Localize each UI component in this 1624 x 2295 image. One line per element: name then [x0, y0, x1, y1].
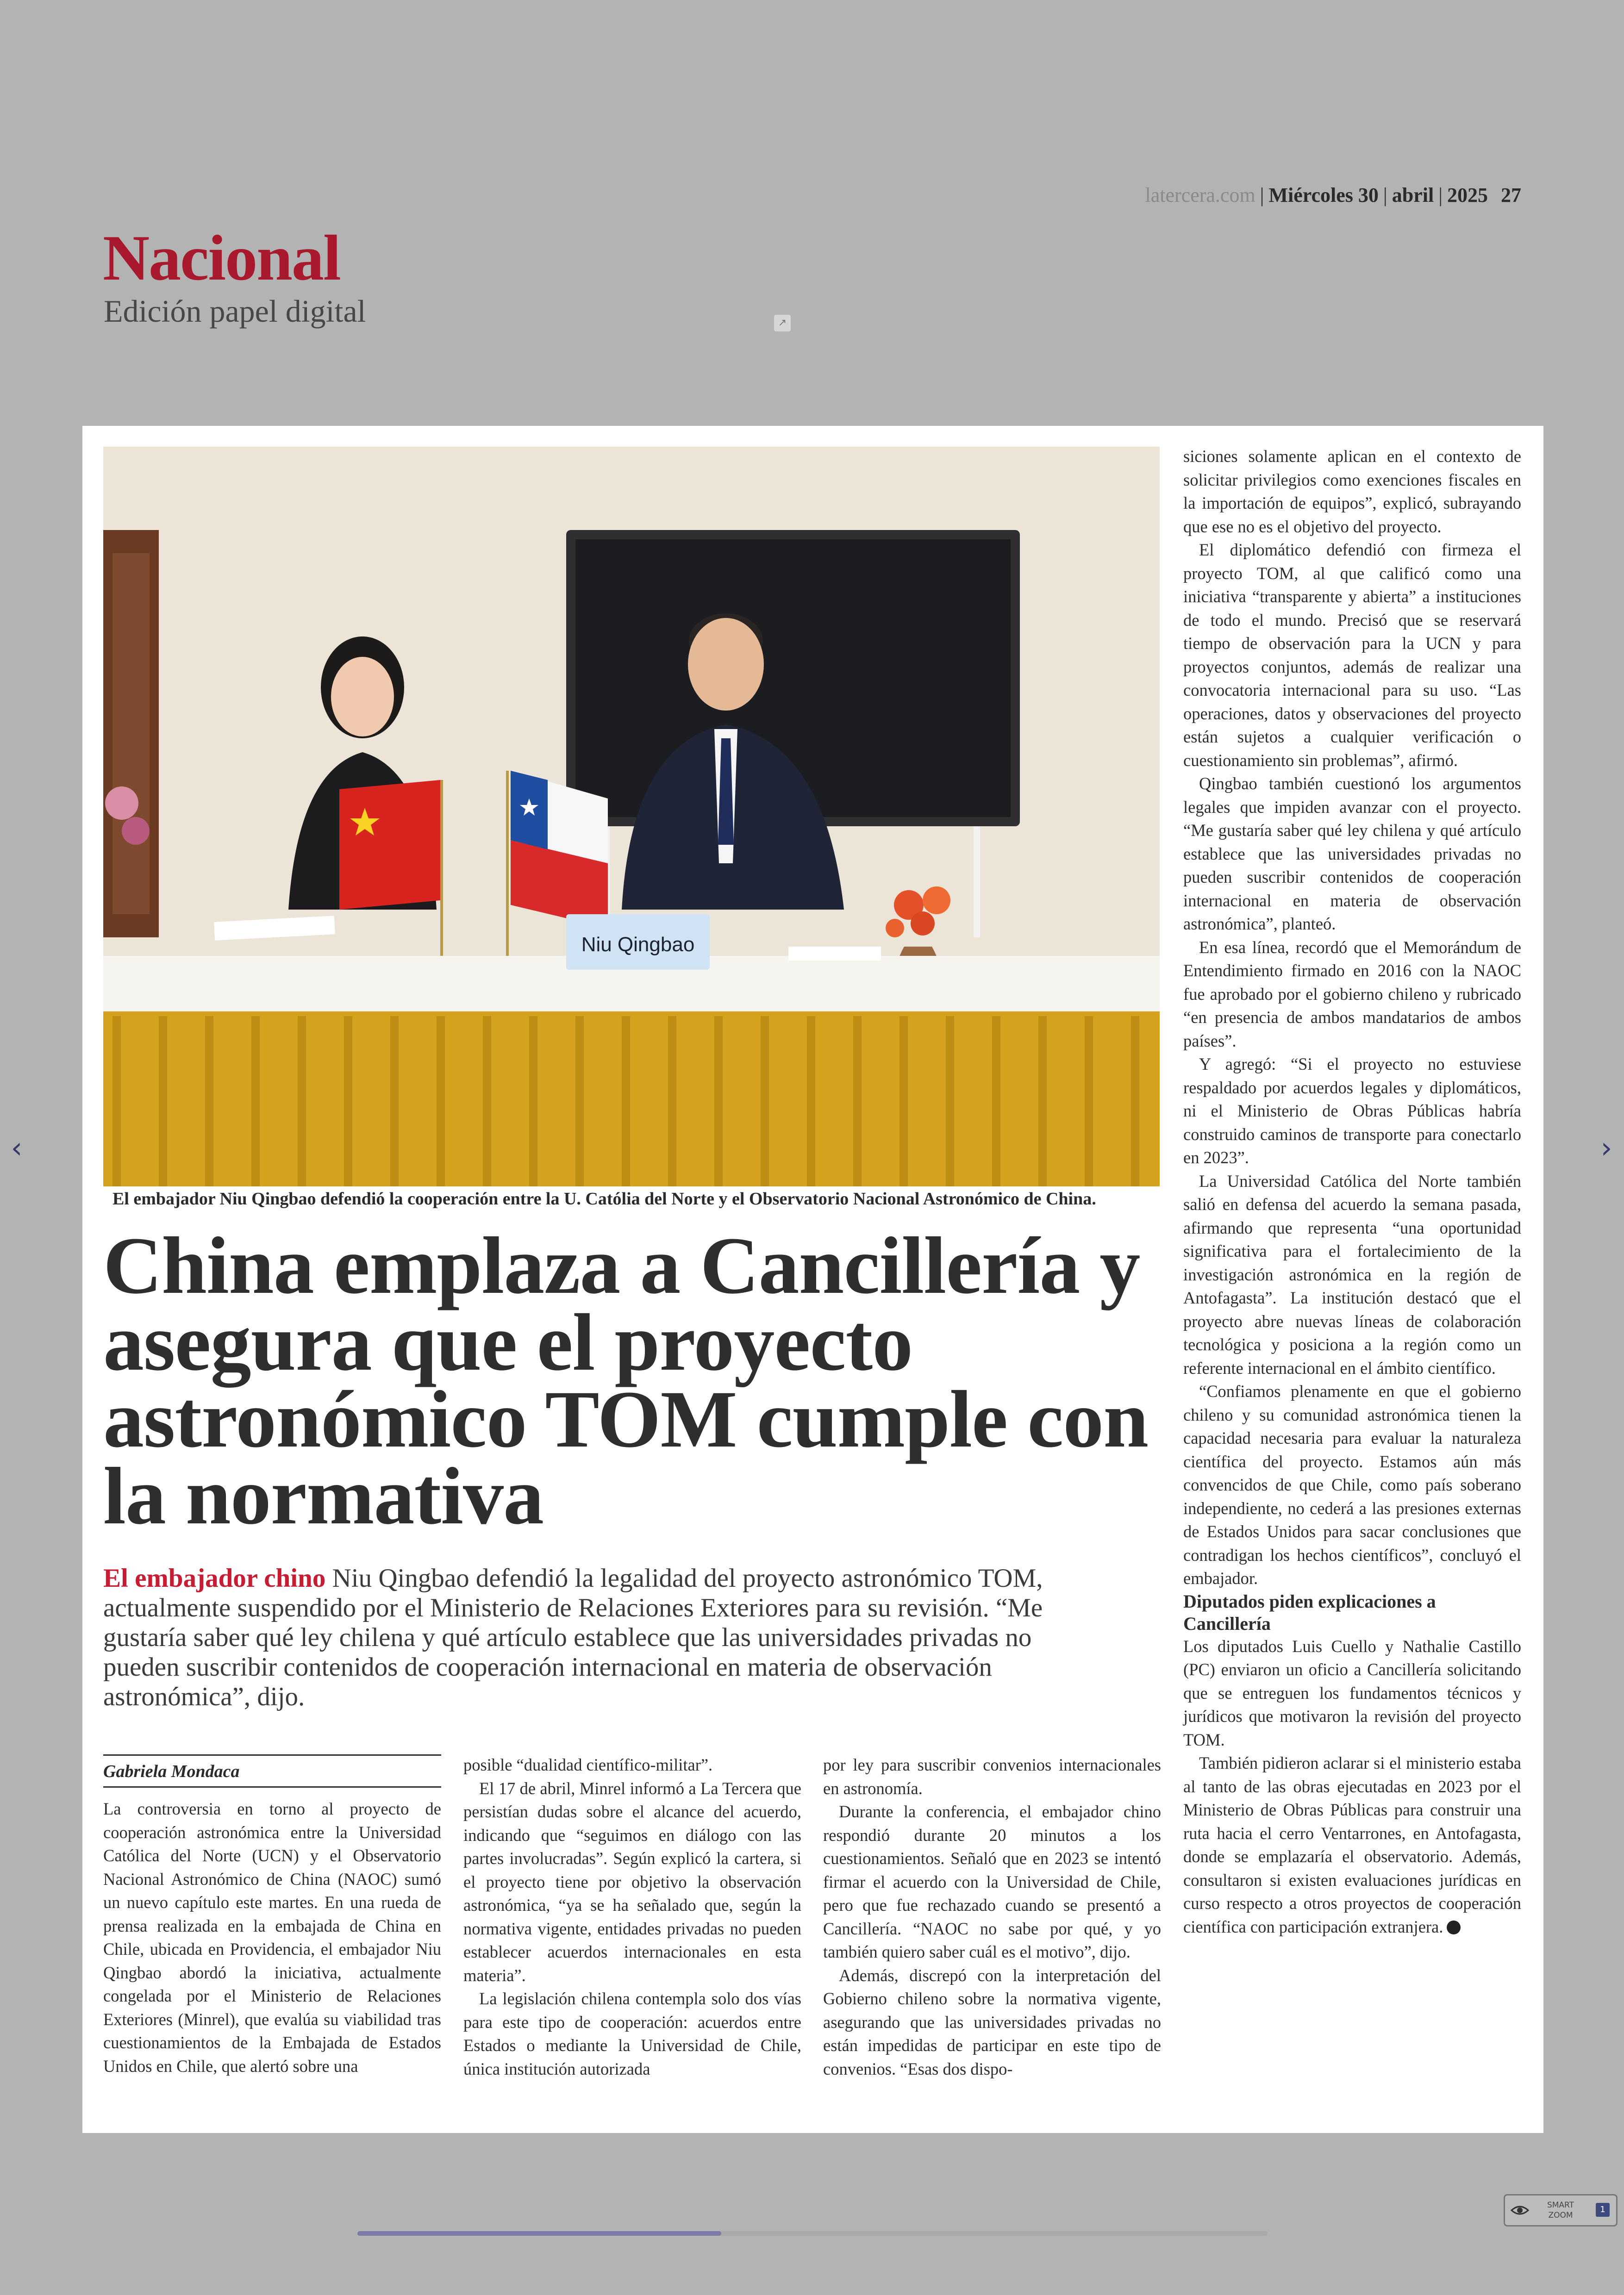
page-number: 27 — [1501, 184, 1521, 206]
newspaper-page — [82, 426, 1543, 2133]
article-column-3 — [823, 1753, 1161, 2081]
article-column-4 — [1183, 445, 1521, 1939]
page-progress-bar[interactable] — [357, 2231, 1268, 2236]
page-progress-fill — [357, 2231, 721, 2236]
byline: Gabriela Mondaca — [103, 1754, 441, 1788]
next-page-icon[interactable]: › — [1600, 1131, 1612, 1165]
section-title: Nacional — [103, 222, 340, 294]
article-subhead: Diputados piden explicaciones a Cancillería — [1183, 1590, 1436, 1634]
paragraph: Además, discrepó con la interpretación del Gobierno chileno sobre la normativa vigente, asegurando que las universidades privadas no están impedidas de participar en este tipo de convenios. “Esas dos dispo- — [823, 1965, 1161, 2078]
paragraph: siciones solamente aplican en el contexto de solicitar privilegios como exenciones fiscales en la importación de equipos”, explicó, subrayando que ese no es el objetivo del proyecto. — [1183, 447, 1521, 536]
name-plate-text: Niu Qingbao — [581, 933, 695, 956]
paragraph: La Universidad Católica del Norte también salió en defensa del acuerdo la semana pasada, afirmando que representa “una oportunidad significativa para el fortalecimiento de la investigación astronómica en la región de Antofagasta”. La institución destacó que el proyecto abre nuevas líneas de colaboración tecnológica y posiciona a la región como un referente internacional en el ámbito científico. — [1183, 1171, 1521, 1378]
press-conference-photo — [103, 447, 1160, 1186]
paragraph: “Confiamos plenamente en que el gobierno chileno y su comunidad astronómica tienen la capacidad necesaria para evaluar la naturaleza científica del proyecto. Estamos aún más convencidos de que Chile, como país soberano independiente, no cederá a las presiones externas de Estados Unidos para sacar conclusiones que contradigan los hechos científicos”, concluyó el embajador. — [1183, 1382, 1521, 1588]
photo-caption: El embajador Niu Qingbao defendió la cooperación entre la U. Católia del Norte y el Observatorio Nacional Astronómico de China. — [112, 1189, 1096, 1209]
page-masthead — [0, 0, 1624, 417]
smart-zoom-button[interactable] — [1504, 2194, 1618, 2226]
article-photo — [103, 447, 1160, 1186]
article-headline: China emplaza a Cancillería y asegura que el proyecto astronómico TOM cumple con la normativa — [103, 1221, 1149, 1541]
paragraph: En esa línea, recordó que el Memorándum de Entendimiento firmado en 2016 con la NAOC fue aprobado por el gobierno chileno y rubricado “en presencia de ambos mandatarios de ambos países”. — [1183, 937, 1521, 1050]
paragraph: El 17 de abril, Minrel informó a La Tercera que persistían dudas sobre el alcance del acuerdo, indicando que “seguimos en diálogo con las partes involucradas”. Según explicó la cartera, si el proyecto tiene por objetivo la observación astronómica, “ya se ha señalado que, según la normativa vigente, entidades privadas no pueden establecer acuerdos internacionales en esta materia”. — [463, 1778, 801, 1985]
smart-zoom-badge: 1 — [1596, 2203, 1610, 2217]
issue-year: 2025 — [1447, 184, 1488, 206]
lead-kicker: El embajador chino — [103, 1564, 326, 1593]
site-name: latercera.com — [1145, 184, 1255, 206]
page-anchor-icon[interactable]: ↗ — [774, 315, 791, 331]
lead-text: Niu Qingbao defendió la legalidad del proyecto astronómico TOM, actualmente suspendido por el Ministerio de Relaciones Exteriores para su revisión. “Me gustaría saber qué ley chilena y qué artículo establece que las universidades privadas no pueden suscribir contenidos de cooperación internacional en materia de observación astronómica”, dijo. — [103, 1564, 1043, 1711]
previous-page-icon[interactable]: ‹ — [11, 1131, 23, 1165]
paragraph — [1183, 1752, 1521, 1939]
paragraph: Durante la conferencia, el embajador chino respondió durante 20 minutos a los cuestionamientos. Señaló que en 2023 se intentó firmar el acuerdo con la Universidad de Chile, pero que fue rechazado cuando se presentó a Cancillería. “NAOC no sabe por qué, y yo también quiero saber cuál es el motivo”, dijo. — [823, 1802, 1161, 1961]
paragraph: Qingbao también cuestionó los argumentos legales que impiden avanzar con el proyecto. “Me gustaría saber qué ley chilena y qué artículo establece que las universidades privadas no pueden suscribir contenidos de cooperación internacional en materia de observación astronómica”, planteó. — [1183, 774, 1521, 933]
eye-icon — [1510, 2200, 1530, 2220]
paragraph: La legislación chilena contempla solo dos vías para este tipo de cooperación: acuerdos entre Estados o mediante la Universidad de Chile, única institución autorizada — [463, 1989, 801, 2078]
paragraph: La controversia en torno al proyecto de cooperación astronómica entre la Universidad Católica del Norte (UCN) y el Observatorio Nacional Astronómico de China (NAOC) sumó un nuevo capítulo este martes. En una rueda de prensa realizada en la embajada de China en Chile, ubicada en Providencia, el embajador Niu Qingbao abordó la iniciativa, actualmente congelada por el Ministerio de Relaciones Exteriores (Minrel), que evalúa su viabilidad tras cuestionamientos de la Embajada de Estados Unidos en Chile, que alertó sobre una — [103, 1799, 441, 2076]
smart-zoom-label: SMART ZOOM — [1547, 2201, 1574, 2220]
end-of-article-icon — [1447, 1921, 1461, 1934]
section-subtitle: Edición papel digital — [104, 293, 366, 329]
issue-dateline: latercera.com | Miércoles 30 | abril | 2025 27 — [1145, 184, 1521, 206]
article-column-2 — [463, 1753, 801, 2081]
article-column-1 — [103, 1797, 441, 2078]
issue-day: Miércoles 30 — [1268, 184, 1379, 206]
article-lead — [103, 1564, 1094, 1712]
paragraph: por ley para suscribir convenios internacionales en astronomía. — [823, 1755, 1161, 1798]
paragraph: posible “dualidad científico-militar”. — [463, 1755, 713, 1774]
paragraph: El diplomático defendió con firmeza el proyecto TOM, al que calificó como una iniciativa “transparente y abierta” a instituciones de todo el mundo. Precisó que se reservará tiempo de observación para la UCN y para proyectos conjuntos, además de realizar una convocatoria internacional para su uso. “Las operaciones, datos y observaciones del proyecto están sujetos a cualquier verificación o cuestionamiento sin problemas”, afirmó. — [1183, 540, 1521, 770]
paragraph: Y agregó: “Si el proyecto no estuviese respaldado por acuerdos legales y diplomáticos, ni el Ministerio de Obras Públicas habría construido caminos de transporte para conectarlo en 2023”. — [1183, 1054, 1521, 1167]
final-paragraph-text: También pidieron aclarar si el ministerio estaba al tanto de las obras ejecutadas en 2023 por el Ministerio de Obras Públicas para construir una ruta hacia el cerro Ventarrones, en Antofagasta, donde se emplazaría el observatorio. Además, consultaron si existen evaluaciones jurídicas en curso respecto a otros proyectos de cooperación científica con participación extranjera. — [1183, 1753, 1521, 1936]
name-plate — [566, 914, 710, 970]
issue-month: abril — [1392, 184, 1434, 206]
paragraph: Los diputados Luis Cuello y Nathalie Castillo (PC) enviaron un oficio a Cancillería solicitando que se entreguen los fundamentos técnicos y jurídicos que motivaron la revisión del proyecto TOM. — [1183, 1636, 1521, 1749]
